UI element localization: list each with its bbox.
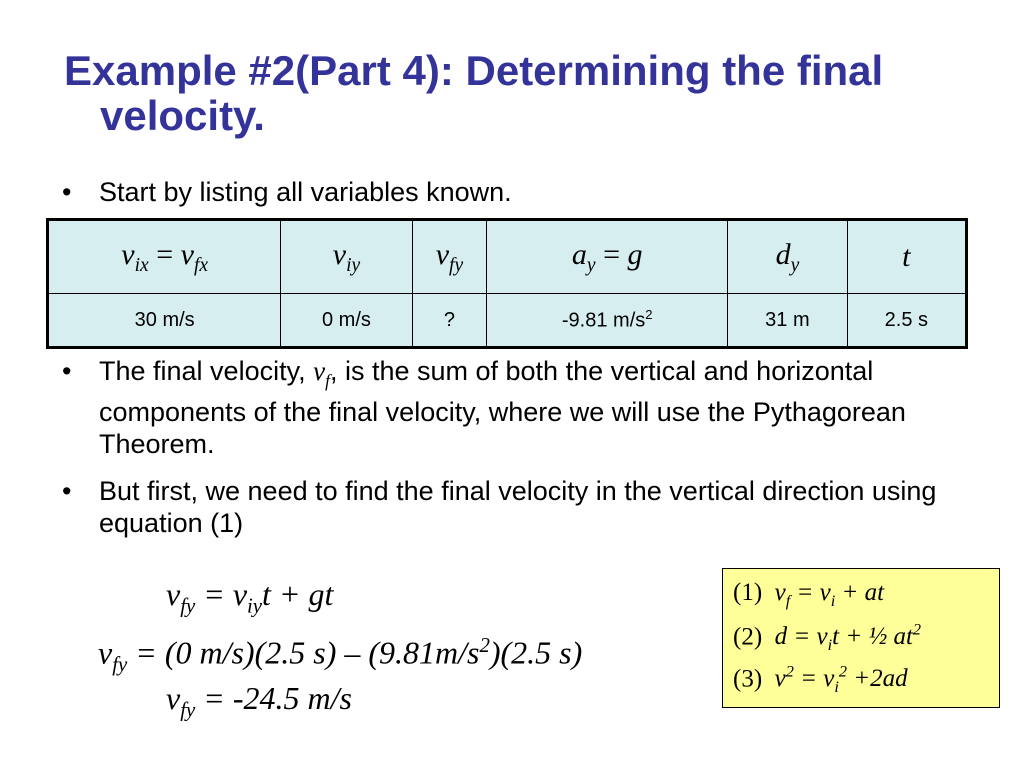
table-cell: 2.5 s bbox=[847, 294, 966, 348]
header-vfy: $v_{fy}$ bbox=[412, 220, 487, 294]
table-cell: 0 m/s bbox=[281, 294, 412, 348]
table-cell: ? bbox=[412, 294, 487, 348]
equation-line-3: $v_{fy} = -24.5$ m/s bbox=[166, 680, 352, 722]
reference-equation-1: (1) $v_f = v_i$ + at bbox=[733, 579, 885, 610]
header-vix-vfx: $v_{ix} = v_{fx}$ bbox=[48, 220, 281, 294]
title-line-1: Example #2(Part 4): Determining the final bbox=[64, 47, 884, 94]
table-cell: 31 m bbox=[728, 294, 848, 348]
reference-equation-3: (3) $v^2 = v_i^2 +2ad$ bbox=[733, 663, 908, 697]
bullet-marker: • bbox=[62, 356, 72, 386]
bullet-text: But first, we need to find the final velocity in the vertical direction using equation (1) bbox=[99, 476, 937, 538]
header-ay-g: $a_y = g$ bbox=[487, 220, 728, 294]
bullet-marker: • bbox=[62, 177, 72, 207]
equation-line-2: $v_{fy} = (0$ m/s)(2.5 $s) - (9.81m/s^2)(2.5$ s) bbox=[98, 634, 583, 677]
slide-title bbox=[64, 48, 984, 138]
header-t: t bbox=[847, 220, 966, 294]
equation-reference-box bbox=[722, 568, 1000, 708]
table-header-row bbox=[48, 220, 967, 294]
title-line-2: velocity. bbox=[100, 92, 265, 139]
equation-line-1: $v_{fy} = v_{iy}t$ + gt bbox=[166, 576, 334, 618]
bullet-marker: • bbox=[62, 476, 72, 506]
table-cell: -9.81 $m/s^2$ bbox=[487, 294, 728, 348]
reference-equation-2: (2) $d = v_it$ + ½ $at^2$ bbox=[733, 621, 922, 655]
bullet-text: Start by listing all variables known. bbox=[99, 177, 512, 207]
table-cell: 30 m/s bbox=[48, 294, 281, 348]
bullet-text: The final velocity, $v_f$, is the sum of both the vertical and horizontal components of the final velocity, where we will use the Pythagorean Theorem. bbox=[99, 356, 906, 460]
inline-variable-vf: $v_f$ bbox=[313, 356, 330, 391]
header-dy: $d_y$ bbox=[728, 220, 848, 294]
header-viy: $v_{iy}$ bbox=[281, 220, 412, 294]
table-values-row bbox=[48, 294, 967, 348]
variables-table bbox=[46, 218, 968, 349]
